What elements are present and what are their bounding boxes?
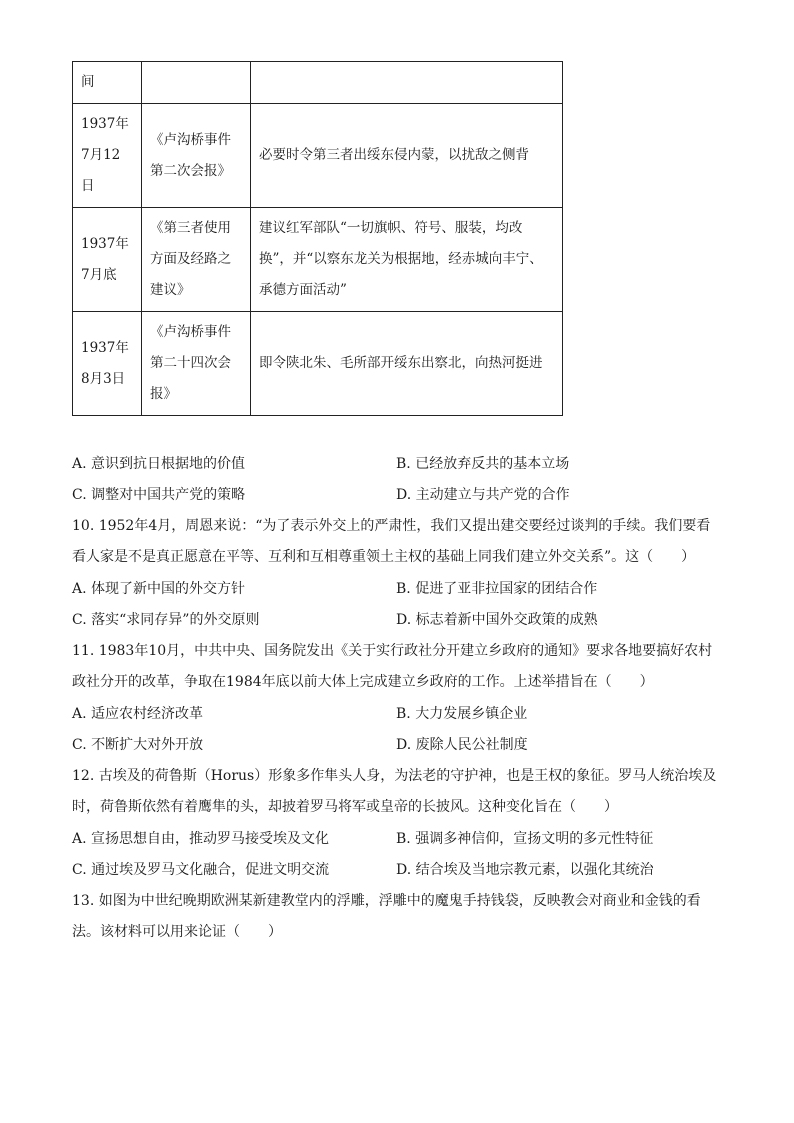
option-text: 大力发展乡镇企业 <box>415 706 528 722</box>
q12-option-a[interactable] <box>72 824 329 855</box>
q12-stem-line2: 时，荷鲁斯依然有着鹰隼的头，却披着罗马将军或皇帝的长披风。这种变化旨在（ ） <box>72 799 618 815</box>
option-text: 通过埃及罗马文化融合，促进文明交流 <box>91 862 330 878</box>
option-text: 标志着新中国外交政策的成熟 <box>415 612 598 628</box>
q10-stem-line2: 看人家是不是真正愿意在平等、互利和互相尊重领土主权的基础上同我们建立外交关系”。这（ ） <box>72 549 696 565</box>
q11-stem-line2: 政社分开的改革，争取在1984年底以前大体上完成建立乡政府的工作。上述举措旨在（ ） <box>72 674 654 690</box>
option-label: B. <box>396 706 411 722</box>
q10-option-a[interactable] <box>72 574 245 605</box>
option-text: 体现了新中国的外交方针 <box>91 581 246 597</box>
q10-option-c[interactable] <box>72 605 259 636</box>
option-label: D. <box>396 612 412 628</box>
q10-stem-line1: 10. 1952年4月，周恩来说：“为了表示外交上的严肃性，我们又提出建交要经过谈判的手续。我们要看 <box>72 518 711 534</box>
option-text: 不断扩大对外开放 <box>91 737 204 753</box>
q9-option-a[interactable] <box>72 449 245 480</box>
option-label: D. <box>396 487 412 503</box>
table-cell-date: 1937年7月12日 <box>73 104 142 208</box>
option-text: 已经放弃反共的基本立场 <box>415 456 570 472</box>
option-text: 落实“求同存异”的外交原则 <box>91 612 260 628</box>
table-cell-date: 1937年8月3日 <box>73 312 142 416</box>
table-cell-content: 建议红军部队“一切旗帜、符号、服装，均改换”，并“以察东龙关为根据地，经赤城向丰宁、承德方面活动” <box>251 208 563 312</box>
q13-stem-line1: 13. 如图为中世纪晚期欧洲某新建教堂内的浮雕，浮雕中的魔鬼手持钱袋，反映教会对商业和金钱的看 <box>72 893 701 909</box>
q11-option-a[interactable] <box>72 699 203 730</box>
option-text: 废除人民公社制度 <box>415 737 528 753</box>
option-text: 调整对中国共产党的策略 <box>91 487 246 503</box>
option-label: D. <box>396 862 412 878</box>
table-row <box>73 62 563 104</box>
table-row <box>73 312 563 416</box>
option-label: B. <box>396 581 411 597</box>
q12-option-b[interactable] <box>396 824 653 855</box>
option-text: 宣扬思想自由，推动罗马接受埃及文化 <box>91 831 330 847</box>
q11-option-b[interactable] <box>396 699 527 730</box>
table-cell-document: 《卢沟桥事件第二次会报》 <box>142 104 251 208</box>
table-cell-content: 必要时令第三者出绥东侵内蒙，以扰敌之侧背 <box>251 104 563 208</box>
table-cell-date: 间 <box>73 62 142 104</box>
option-label: A. <box>72 581 87 597</box>
q9-option-b[interactable] <box>396 449 569 480</box>
option-label: C. <box>72 487 87 503</box>
table-row <box>73 208 563 312</box>
table-cell-content <box>251 62 563 104</box>
option-label: B. <box>396 456 411 472</box>
history-table <box>72 61 563 416</box>
option-label: A. <box>72 456 87 472</box>
option-text: 结合埃及当地宗教元素，以强化其统治 <box>415 862 654 878</box>
q11-option-c[interactable] <box>72 730 203 761</box>
option-text: 促进了亚非拉国家的团结合作 <box>415 581 598 597</box>
option-label: C. <box>72 737 87 753</box>
option-text: 适应农村经济改革 <box>91 706 204 722</box>
q9-option-c[interactable] <box>72 480 245 511</box>
option-label: C. <box>72 862 87 878</box>
option-label: A. <box>72 706 87 722</box>
q11-stem-line1: 11. 1983年10月，中共中央、国务院发出《关于实行政社分开建立乡政府的通知》要求各地要搞好农村 <box>72 643 713 659</box>
option-text: 意识到抗日根据地的价值 <box>91 456 246 472</box>
q12-option-c[interactable] <box>72 855 329 886</box>
q11-option-d[interactable] <box>396 730 528 761</box>
option-label: A. <box>72 831 87 847</box>
q12-option-d[interactable] <box>396 855 654 886</box>
q12-stem-line1: 12. 古埃及的荷鲁斯（Horus）形象多作隼头人身，为法老的守护神，也是王权的象征。罗马人统治埃及 <box>72 768 717 784</box>
q13-stem-line2: 法。该材料可以用来论证（ ） <box>72 924 282 940</box>
option-label: D. <box>396 737 412 753</box>
option-text: 主动建立与共产党的合作 <box>415 487 570 503</box>
option-text: 强调多神信仰，宣扬文明的多元性特征 <box>415 831 654 847</box>
q10-option-d[interactable] <box>396 605 598 636</box>
option-label: C. <box>72 612 87 628</box>
option-label: B. <box>396 831 411 847</box>
table-cell-document <box>142 62 251 104</box>
table-cell-document: 《第三者使用方面及经路之建议》 <box>142 208 251 312</box>
table-row <box>73 104 563 208</box>
table-cell-date: 1937年7月底 <box>73 208 142 312</box>
table-cell-document: 《卢沟桥事件第二十四次会报》 <box>142 312 251 416</box>
q9-option-d[interactable] <box>396 480 570 511</box>
q10-option-b[interactable] <box>396 574 597 605</box>
table-cell-content: 即令陕北朱、毛所部开绥东出察北，向热河挺进 <box>251 312 563 416</box>
